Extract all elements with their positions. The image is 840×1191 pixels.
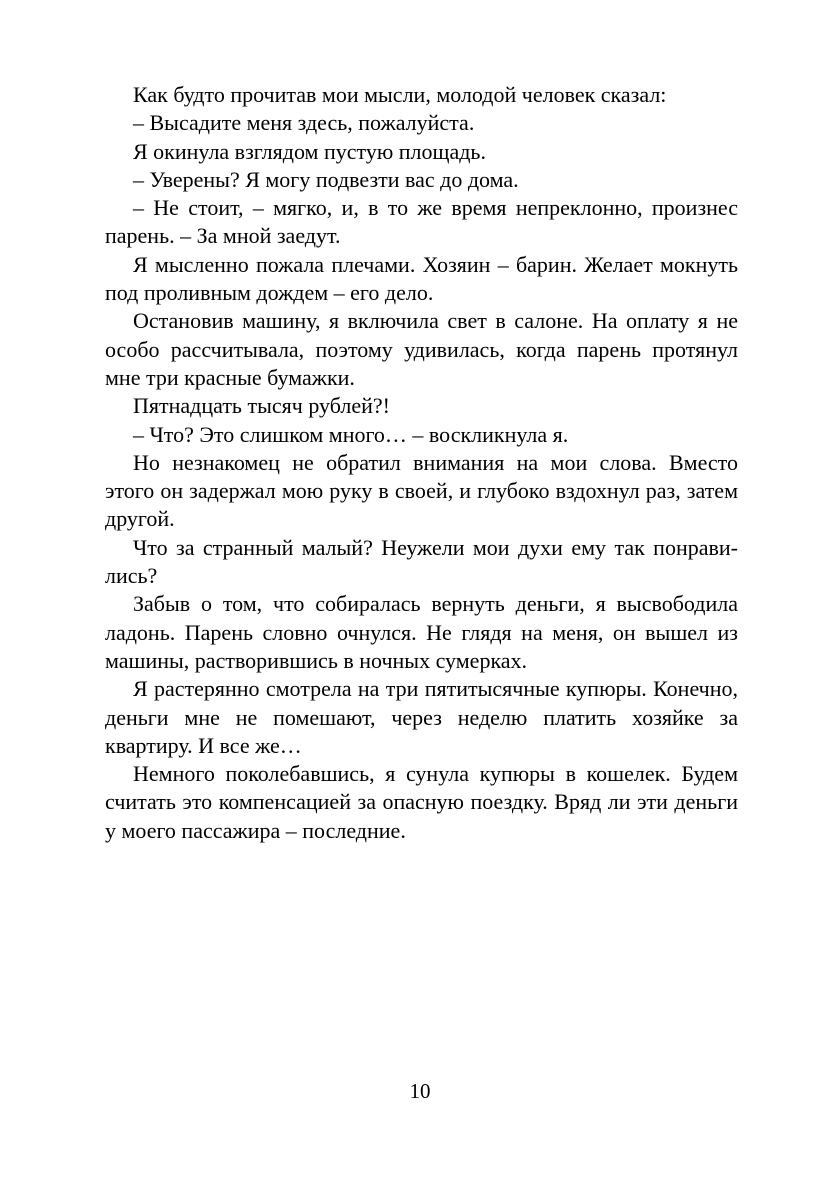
paragraph: – Уверены? Я могу подвезти вас до дома.: [133, 166, 519, 192]
paragraph: Я растерянно смотрела на три пятитысячные купюры. Конечно, деньги мне не помешают, через неделю платить хозяйке за квартиру. И все же…: [105, 676, 738, 758]
paragraph: Я окинула взглядом пустую площадь.: [133, 138, 486, 164]
paragraph: Забыв о том, что собиралась вернуть деньги, я высвободила ладонь. Парень словно очнулся. Не глядя на меня, он вышел из машины, растворившись в ночных сумерках.: [105, 591, 738, 673]
paragraph: Но незнакомец не обратил внимания на мои слова. Вместо этого он задержал мою руку в своей, и глубоко вздохнул раз, затем другой.: [105, 449, 738, 532]
paragraph: Что за странный малый? Неужели мои духи ему так понравились?: [105, 534, 738, 589]
body-text: [105, 81, 738, 845]
paragraph: – Не стоит, – мягко, и, в то же время непреклонно, произнес парень. – За мной заедут.: [105, 195, 738, 249]
page-number: 10: [409, 1079, 431, 1103]
paragraph: – Что? Это слишком много… – воскликнула я.: [133, 421, 569, 447]
paragraph: Немного поколебавшись, я сунула купюры в кошелек. Будем считать это компенсацией за опасную поездку. Вряд ли эти деньги у моего пассажира – последние.: [105, 761, 738, 843]
paragraph: Как будто прочитав мои мысли, молодой человек сказал:: [133, 82, 667, 107]
paragraph: Пятнадцать тысяч рублей?!: [133, 393, 390, 419]
paragraph: – Высадите меня здесь, пожалуйста.: [133, 110, 475, 136]
paragraph: Я мысленно пожала плечами. Хозяин – барин. Желает мокнуть под проливным дождем – его дело.: [105, 251, 738, 306]
paragraph: Остановив машину, я включила свет в салоне. На оплату я не особо рассчитывала, поэтому удивилась, когда парень протянул мне три красные бумажки.: [105, 308, 738, 390]
